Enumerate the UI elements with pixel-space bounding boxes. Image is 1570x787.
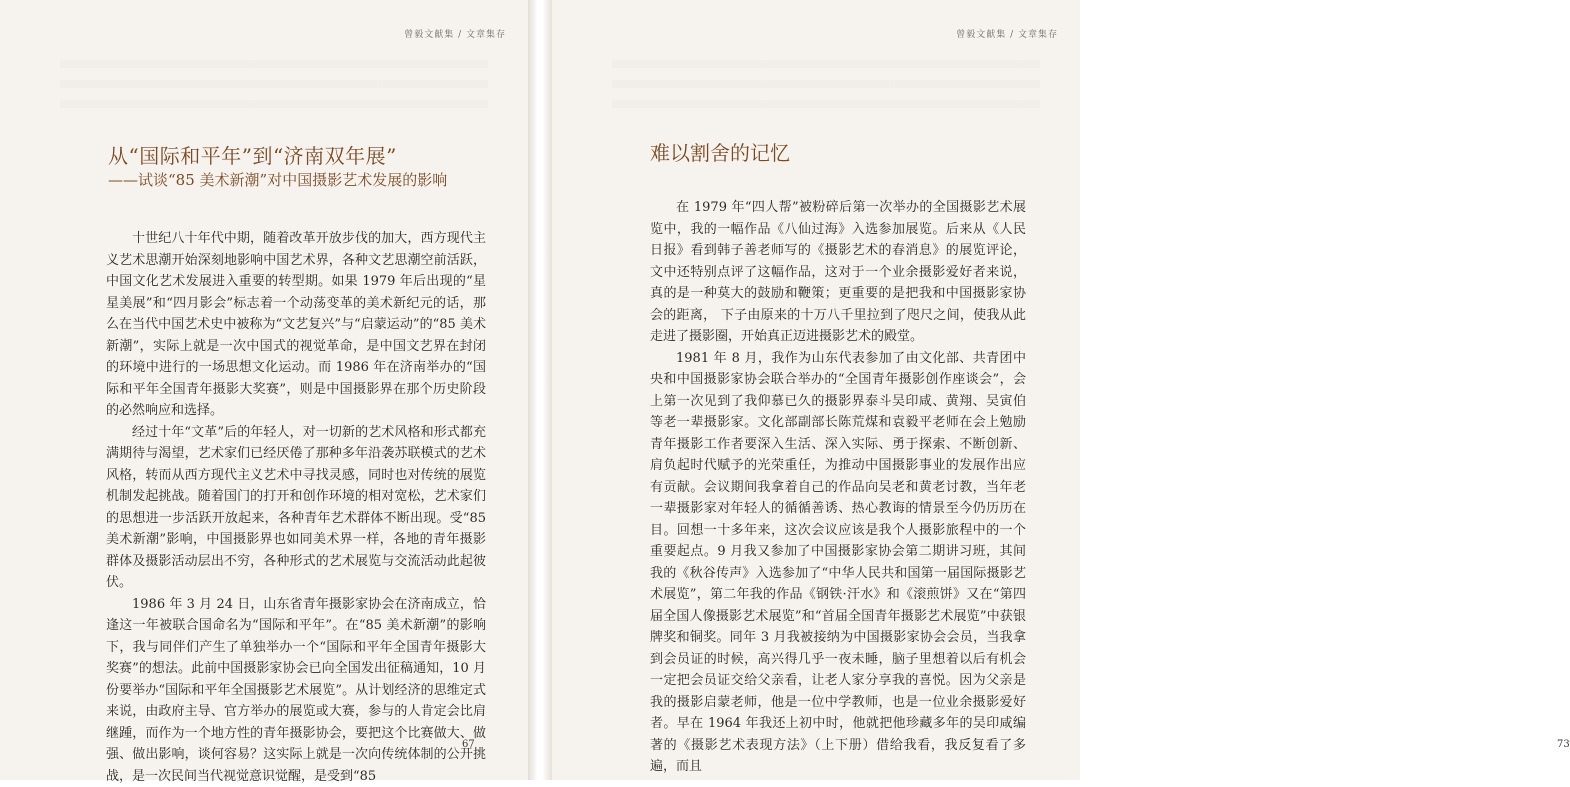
page-number-left: 67 bbox=[462, 739, 475, 750]
article-subtitle: ——试谈“85 美术新潮”对中国摄影艺术发展的影响 bbox=[108, 170, 508, 190]
show-through-text bbox=[60, 60, 488, 120]
running-head-right: 曾毅文献集 / 文章集存 bbox=[956, 27, 1058, 40]
left-body-text bbox=[106, 228, 486, 787]
left-page bbox=[0, 0, 528, 780]
chapter-title: 难以割舍的记忆 bbox=[650, 140, 790, 166]
paragraph: 在 1979 年“四人帮”被粉碎后第一次举办的全国摄影艺术展览中，我的一幅作品《八仙过海》入选参加展览。后来从《人民日报》看到韩子善老师写的《摄影艺术的春消息》的展览评论，文中还特别点评了这幅作品，这对于一个业余摄影爱好者来说，真的是一种莫大的鼓励和鞭策；更重要的是把我和中国摄影家协会的距离， 下子由原来的十万八千里拉到了咫尺之间，使我从此走进了摄影圈，开始真正迈进摄影艺术的殿堂。 bbox=[650, 197, 1026, 348]
article-title-block bbox=[108, 144, 508, 190]
paragraph: 1981 年 8 月，我作为山东代表参加了由文化部、共青团中央和中国摄影家协会联合举办的“全国青年摄影创作座谈会”，会上第一次见到了我仰慕已久的摄影界泰斗吴印咸、黄翔、吴寅伯等老一辈摄影家。文化部副部长陈荒煤和袁毅平老师在会上勉励青年摄影工作者要深入生活、深入实际、勇于探索、不断创新、肩负起时代赋予的光荣重任，为推动中国摄影事业的发展作出应有贡献。会议期间我拿着自己的作品向吴老和黄老讨教，当年老一辈摄影家对年轻人的循循善诱、热心教诲的情景至今仍历历在目。回想一十多年来，这次会议应该是我个人摄影旅程中的一个重要起点。9 月我又参加了中国摄影家协会第二期讲习班，其间我的《秋谷传声》入选参加了“中华人民共和国第一届国际摄影艺术展览”，第二年我的作品《钢铁·汗水》和《滚煎饼》又在“第四届全国人像摄影艺术展览”和“首届全国青年摄影艺术展览”中获银牌奖和铜奖。同年 3 月我被接纳为中国摄影家协会会员，当我拿到会员证的时候，高兴得几乎一夜未睡，脑子里想着以后有机会一定把会员证交给父亲看，让老人家分享我的喜悦。因为父亲是我的摄影启蒙老师，他是一位中学教师，也是一位业余摄影爱好者。早在 1964 年我还上初中时，他就把他珍藏多年的吴印咸编著的《摄影艺术表现方法》（上下册）借给我看，我反复看了多遍，而且 bbox=[650, 348, 1026, 778]
paragraph: 1986 年 3 月 24 日，山东省青年摄影家协会在济南成立，恰逢这一年被联合国命名为“国际和平年”。在“85 美术新潮”的影响下，我与同伴们产生了单独举办一个“国际和平年全国青年摄影大奖赛”的想法。此前中国摄影家协会已向全国发出征稿通知，10 月份要举办“国际和平年全国摄影艺术展览”。从计划经济的思维定式来说，由政府主导、官方举办的展览或大赛，参与的人肯定会比肩继踵，而作为一个地方性的青年摄影协会，要把这个比赛做大、做强、做出影响，谈何容易？这实际上就是一次向传统体制的公开挑战，是一次民间当代视觉意识觉醒，是受到“85 bbox=[106, 594, 486, 787]
paragraph: 经过十年“文革”后的年轻人，对一切新的艺术风格和形式都充满期待与渴望，艺术家们已经厌倦了那种多年沿袭苏联模式的艺术风格，转而从西方现代主义艺术中寻找灵感，同时也对传统的展览机制发起挑战。随着国门的打开和创作环境的相对宽松，艺术家们的思想进一步活跃开放起来，各种青年艺术群体不断出现。受“85 美术新潮”影响，中国摄影界也如同美术界一样，各地的青年摄影群体及摄影活动层出不穷，各种形式的艺术展览与交流活动此起彼伏。 bbox=[106, 422, 486, 594]
show-through-text bbox=[612, 60, 1040, 120]
right-body-text bbox=[650, 197, 1026, 778]
paragraph: 十世纪八十年代中期，随着改革开放步伐的加大，西方现代主义艺术思潮开始深刻地影响中国艺术界，各种文艺思潮空前活跃，中国文化艺术发展进入重要的转型期。如果 1979 年后出现的“星星美展”和“四月影会”标志着一个动荡变革的美术新纪元的话，那么在当代中国艺术史中被称为“文艺复兴”与“启蒙运动”的“85 美术新潮”，实际上就是一次中国式的视觉革命，是中国文艺界在封闭的环境中进行的一场思想文化运动。而 1986 年在济南举办的“国际和平年全国青年摄影大奖赛”，则是中国摄影界在那个历史阶段的必然响应和选择。 bbox=[106, 228, 486, 422]
article-title: 从“国际和平年”到“济南双年展” bbox=[108, 144, 508, 168]
running-head-left: 曾毅文献集 / 文章集存 bbox=[404, 27, 506, 40]
book-gutter bbox=[528, 0, 552, 780]
page-number-right: 73 bbox=[1557, 739, 1570, 750]
